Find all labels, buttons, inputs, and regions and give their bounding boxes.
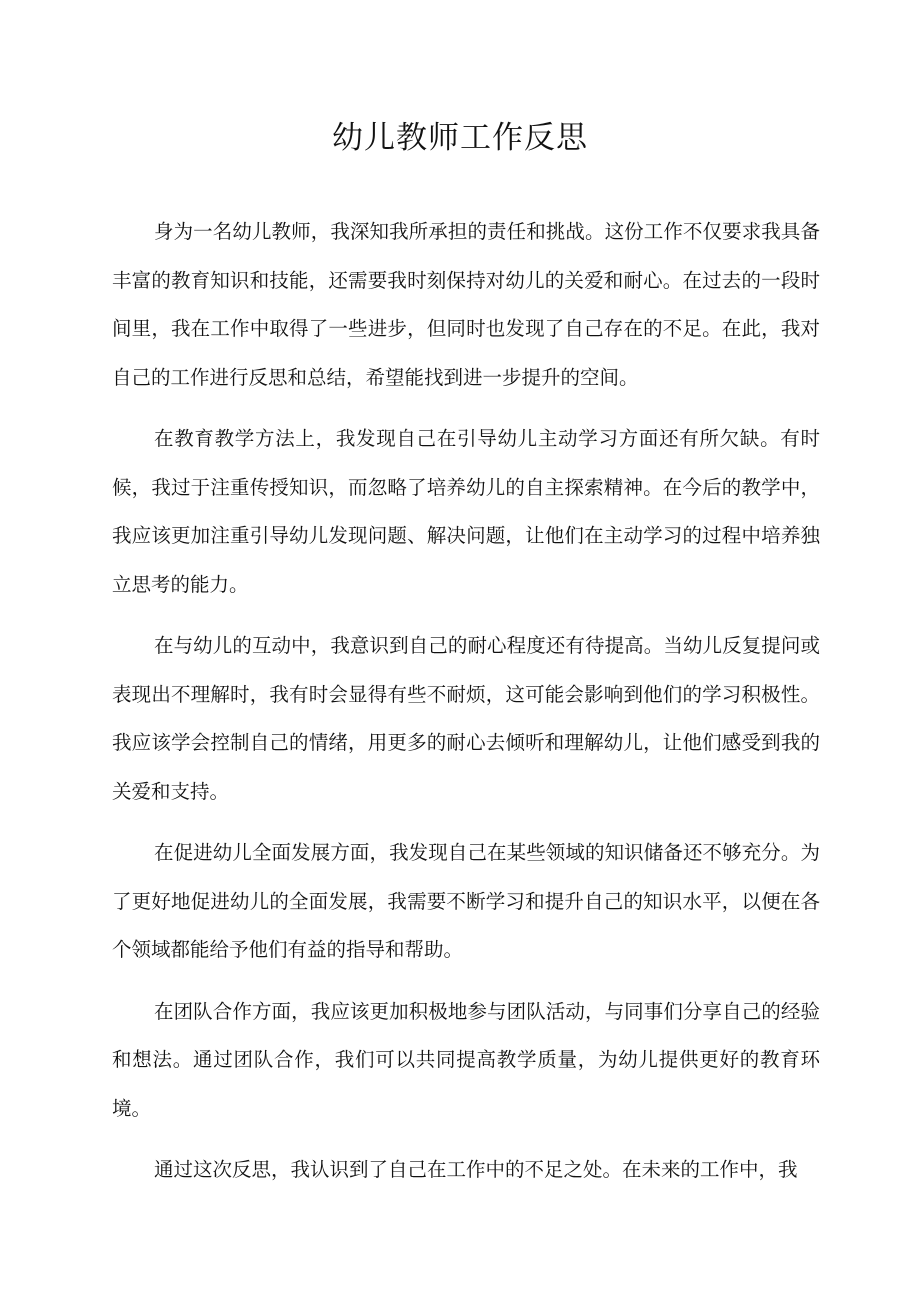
paragraph-3: 在与幼儿的互动中，我意识到自己的耐心程度还有待提高。当幼儿反复提问或表现出不理解时，我有时会显得有些不耐烦，这可能会影响到他们的学习积极性。我应该学会控制自己的情绪，用更多的耐心去倾听和理解幼儿，让他们感受到我的关爱和支持。 bbox=[112, 634, 820, 803]
document-body bbox=[112, 208, 820, 1208]
paragraph-2: 在教育教学方法上，我发现自己在引导幼儿主动学习方面还有所欠缺。有时候，我过于注重传授知识，而忽略了培养幼儿的自主探索精神。在今后的教学中，我应该更加注重引导幼儿发现问题、解决问题，让他们在主动学习的过程中培养独立思考的能力。 bbox=[112, 427, 820, 596]
document-title: 幼儿教师工作反思 bbox=[332, 120, 588, 156]
paragraph-5: 在团队合作方面，我应该更加积极地参与团队活动，与同事们分享自己的经验和想法。通过团队合作，我们可以共同提高教学质量，为幼儿提供更好的教育环境。 bbox=[112, 999, 820, 1120]
paragraph-4: 在促进幼儿全面发展方面，我发现自己在某些领域的知识储备还不够充分。为了更好地促进幼儿的全面发展，我需要不断学习和提升自己的知识水平，以便在各个领域都能给予他们有益的指导和帮助。 bbox=[112, 841, 820, 961]
paragraph-6: 通过这次反思，我认识到了自己在工作中的不足之处。在未来的工作中，我 bbox=[154, 1158, 798, 1181]
paragraph-1: 身为一名幼儿教师，我深知我所承担的责任和挑战。这份工作不仅要求我具备丰富的教育知识和技能，还需要我时刻保持对幼儿的关爱和耐心。在过去的一段时间里，我在工作中取得了一些进步，但同时也发现了自己存在的不足。在此，我对自己的工作进行反思和总结，希望能找到进一步提升的空间。 bbox=[112, 220, 820, 389]
